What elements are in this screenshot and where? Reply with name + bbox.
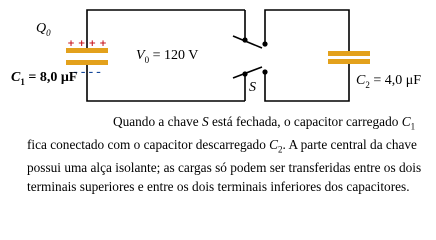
circuit-diagram: [0, 0, 436, 110]
v0-label: $V_0 = 120$ V: [136, 48, 199, 65]
right-top-wire: [265, 10, 349, 51]
c2-bottom-plate: [328, 59, 370, 64]
switch-bottom-blade: [233, 67, 262, 78]
c1-label: $C_1 = 8,0$ μF: [11, 70, 78, 87]
right-bottom-wire: [265, 63, 349, 101]
switch-label: S: [249, 80, 256, 95]
switch-blades: [233, 36, 262, 78]
left-bottom-wire: [87, 65, 245, 101]
c1-bottom-plate: [66, 60, 108, 65]
switch-top-blade: [233, 36, 262, 48]
left-top-wire: [87, 10, 245, 48]
caption-text: Quando a chave S está fechada, o capacitor carregado $C_1$ fica conectado com o capacitor descarregado $C_2$. A parte central da chave possui uma alça isolante; as cargas só podem ser transferidas entre os dois terminais superiores e entre os dois terminais inferiores dos capacitores.: [27, 114, 422, 194]
figure-caption: [27, 113, 432, 196]
c2-label: $C_2 = 4,0$ μF: [356, 73, 422, 90]
c2-top-plate: [328, 51, 370, 56]
c1-negative-charges: – – – –: [73, 68, 101, 78]
q0-label: $Q_0$: [36, 21, 51, 38]
c1-positive-charges: + + + +: [67, 39, 107, 49]
switch-left-top-terminal: [242, 37, 247, 42]
switch-left-bottom-terminal: [242, 71, 247, 76]
